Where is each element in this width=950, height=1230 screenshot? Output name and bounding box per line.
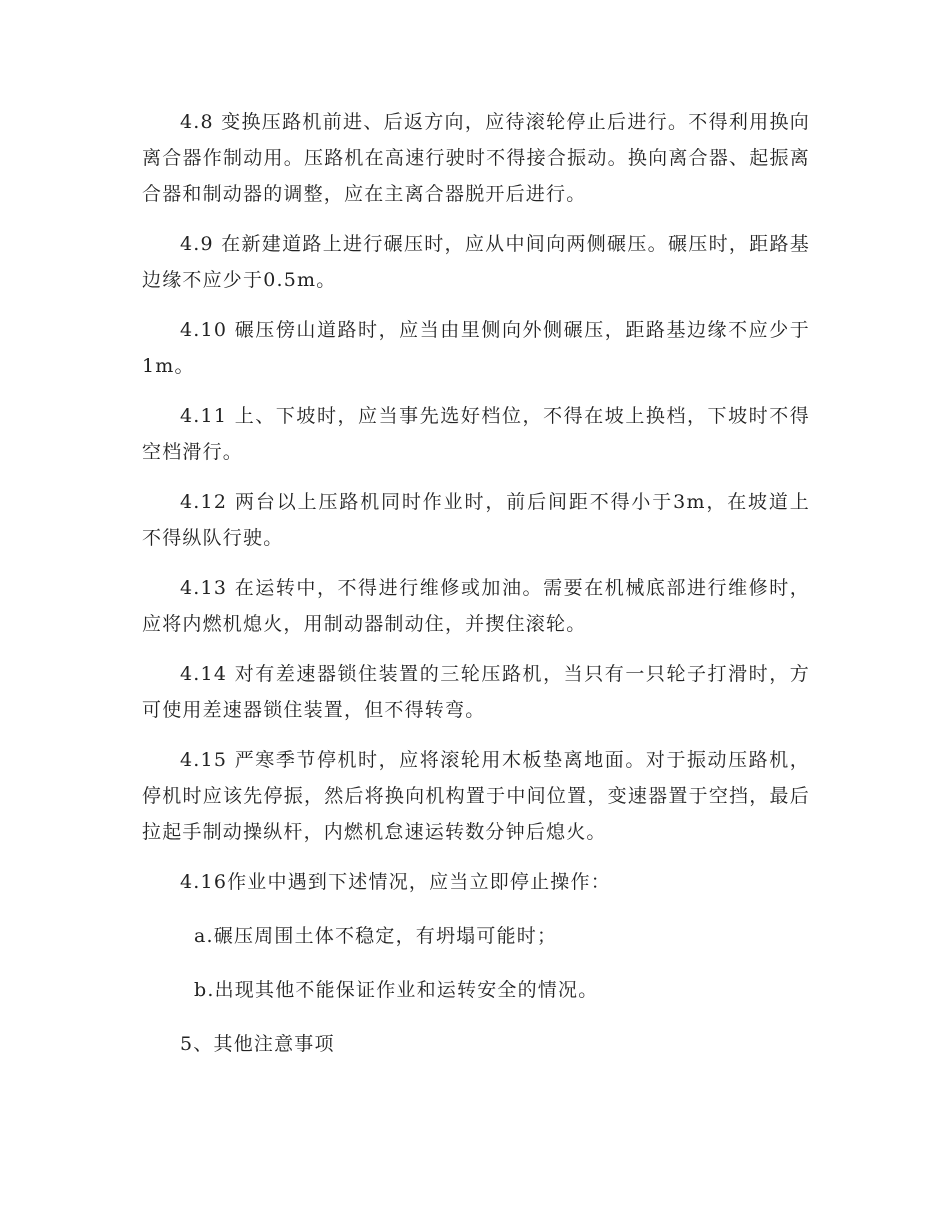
document-body — [142, 104, 810, 1062]
clause-4-13: 4.13 在运转中，不得进行维修或加油。需要在机械底部进行维修时，应将内燃机熄火，用制动器制动住，并揳住滚轮。 — [142, 577, 810, 635]
clause-4-9: 4.9 在新建道路上进行碾压时，应从中间向两侧碾压。碾压时，距路基边缘不应少于0.5m。 — [142, 233, 810, 291]
list-item-b: b.出现其他不能保证作业和运转安全的情况。 — [194, 979, 599, 1001]
clause-4-14: 4.14 对有差速器锁住装置的三轮压路机，当只有一只轮子打滑时，方可使用差速器锁住装置，但不得转弯。 — [142, 663, 810, 721]
section-heading: 5、其他注意事项 — [180, 1033, 335, 1055]
clause-4-8: 4.8 变换压路机前进、后返方向，应待滚轮停止后进行。不得利用换向离合器作制动用。压路机在高速行驶时不得接合振动。换向离合器、起振离合器和制动器的调整，应在主离合器脱开后进行。 — [142, 111, 810, 205]
clause-4-11: 4.11 上、下坡时，应当事先选好档位，不得在坡上换档，下坡时不得空档滑行。 — [142, 405, 810, 463]
clause-4-12: 4.12 两台以上压路机同时作业时，前后间距不得小于3m，在坡道上不得纵队行驶。 — [142, 491, 810, 549]
clause-4-15: 4.15 严寒季节停机时，应将滚轮用木板垫离地面。对于振动压路机，停机时应该先停振，然后将换向机构置于中间位置，变速器置于空挡，最后拉起手制动操纵杆，内燃机怠速运转数分钟后熄火。 — [142, 749, 810, 843]
clause-4-16: 4.16作业中遇到下述情况，应当立即停止操作： — [180, 871, 611, 893]
list-item-a: a.碾压周围土体不稳定，有坍塌可能时； — [194, 925, 558, 947]
clause-4-10: 4.10 碾压傍山道路时，应当由里侧向外侧碾压，距路基边缘不应少于1m。 — [142, 319, 810, 377]
